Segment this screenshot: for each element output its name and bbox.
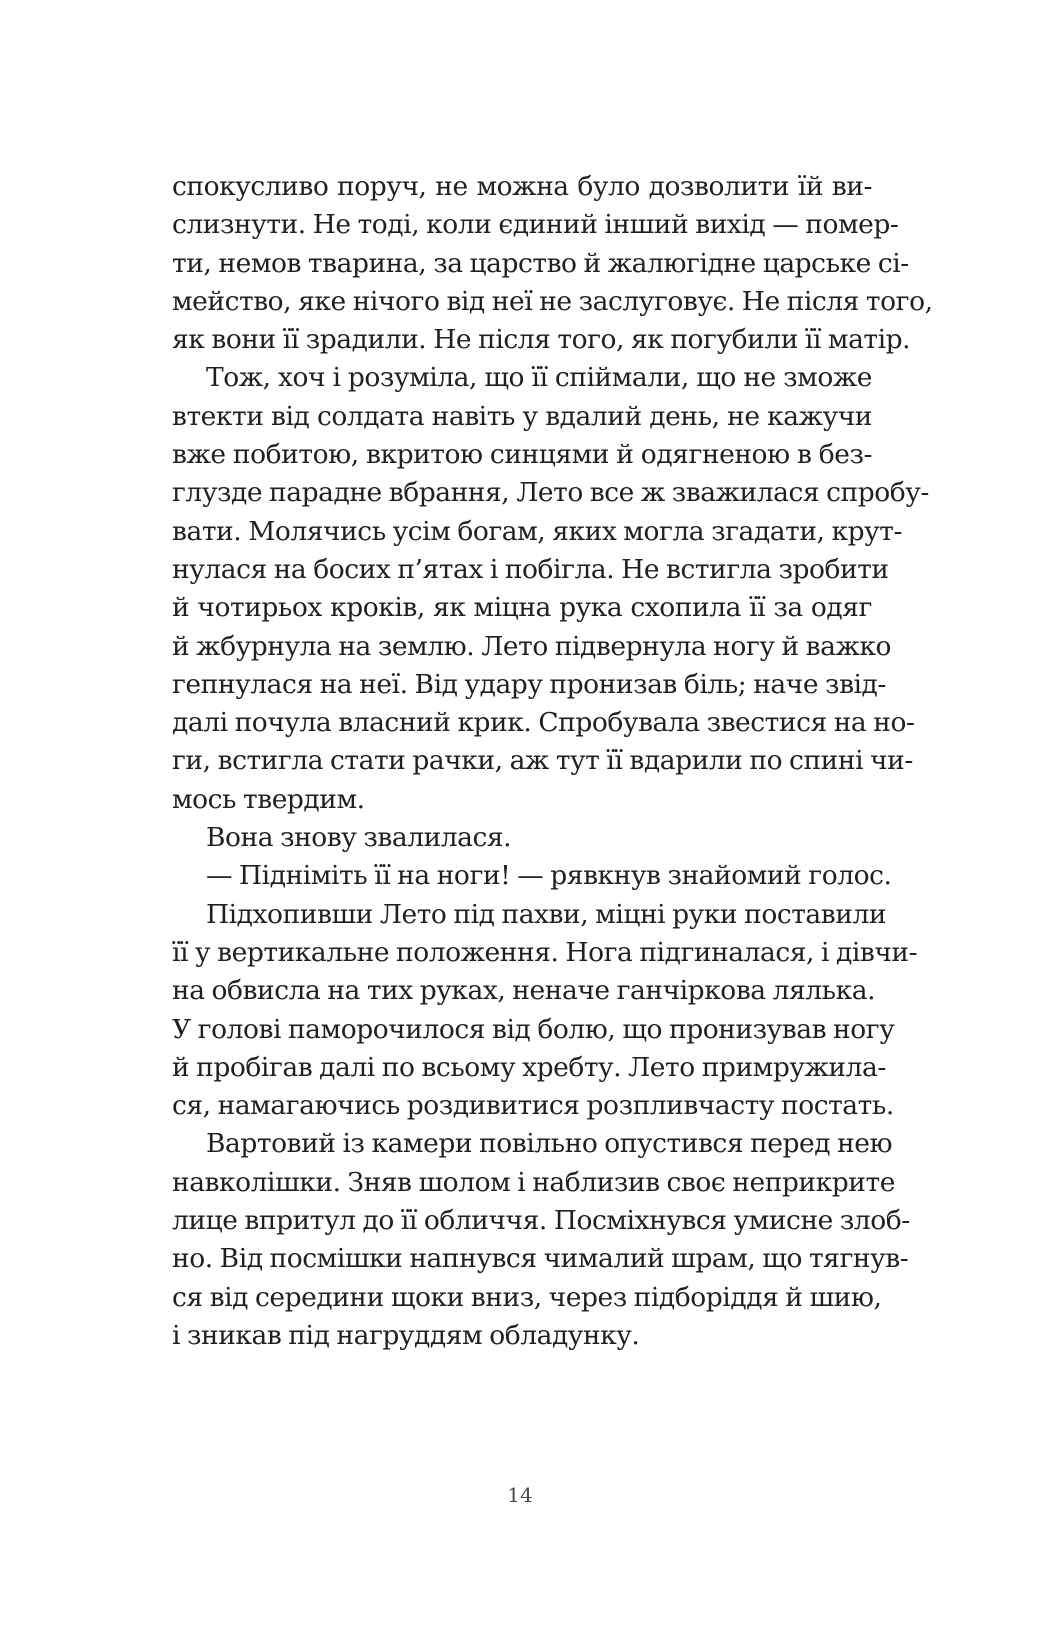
text-line: мейство, яке нічого від неї не заслуговує. Не після того, <box>172 285 933 317</box>
text-line: глузде парадне вбрання, Лето все ж зважилася спробу- <box>172 477 929 509</box>
paragraph-first-line: Вона знову звалилася. <box>206 822 512 854</box>
text-line: її у вертикальне положення. Нога підгиналася, і дівчи- <box>172 936 918 968</box>
text-line: ти, немов тварина, за царство й жалюгідне царське сі- <box>172 247 909 279</box>
text-line: ги, встигла стати рачки, аж тут її вдарили по спині чи- <box>172 745 913 777</box>
text-line: вати. Молячись усім богам, яких могла згадати, крут- <box>172 515 902 547</box>
text-line: і зникав під нагруддям обладунку. <box>172 1319 640 1351</box>
text-line: спокусливо поруч, не можна було дозволити їй ви- <box>172 171 872 202</box>
body-text <box>172 168 933 1355</box>
text-line: слизнути. Не тоді, коли єдиний інший вихід — помер- <box>172 209 899 241</box>
text-line: й чотирьох кроків, як міцна рука схопила її за одяг <box>172 592 872 624</box>
text-line: вже побитою, вкритою синцями й одягненою в без- <box>172 439 872 471</box>
text-line: навколішки. Зняв шолом і наблизив своє неприкрите <box>172 1166 895 1198</box>
text-line: лице впритул до її обличчя. Посміхнувся умисне злоб- <box>172 1205 910 1237</box>
text-line: далі почула власний крик. Спробувала звестися на но- <box>172 707 915 739</box>
text-line: втекти від солдата навіть у вдалий день, не кажучи <box>172 400 872 432</box>
text-line: мось твердим. <box>172 783 365 815</box>
text-line: нулася на босих п’ятах і побігла. Не встигла зробити <box>172 553 889 585</box>
text-line: й жбурнула на землю. Лето підвернула ногу й важко <box>172 630 892 662</box>
paragraph-first-line: Вартовий із камери повільно опустився перед нею <box>206 1128 893 1160</box>
paragraph-first-line: Підхопивши Лето під пахви, міцні руки поставили <box>206 898 887 930</box>
page-number: 14 <box>507 1483 533 1507</box>
text-line: ся, намагаючись роздивитися розпливчасту постать. <box>172 1090 894 1122</box>
text-line: У голові паморочилося від болю, що пронизував ногу <box>172 1013 895 1045</box>
text-line: як вони її зрадили. Не після того, як погубили її матір. <box>172 324 911 356</box>
paragraph-first-line: Тож, хоч і розуміла, що її спіймали, що не зможе <box>206 362 872 394</box>
text-line: гепнулася на неї. Від удару пронизав біль; наче звід- <box>172 668 886 700</box>
text-line: на обвисла на тих руках, неначе ганчіркова лялька. <box>172 975 876 1007</box>
text-line: ся від середини щоки вниз, через підборіддя й шию, <box>172 1281 882 1313</box>
text-line: й пробігав далі по всьому хребту. Лето примружила- <box>172 1051 886 1083</box>
dialogue-line: — Підніміть її на ноги! — рявкнув знайомий голос. <box>206 860 892 892</box>
text-line: но. Від посмішки напнувся чималий шрам, що тягнув- <box>172 1243 909 1275</box>
